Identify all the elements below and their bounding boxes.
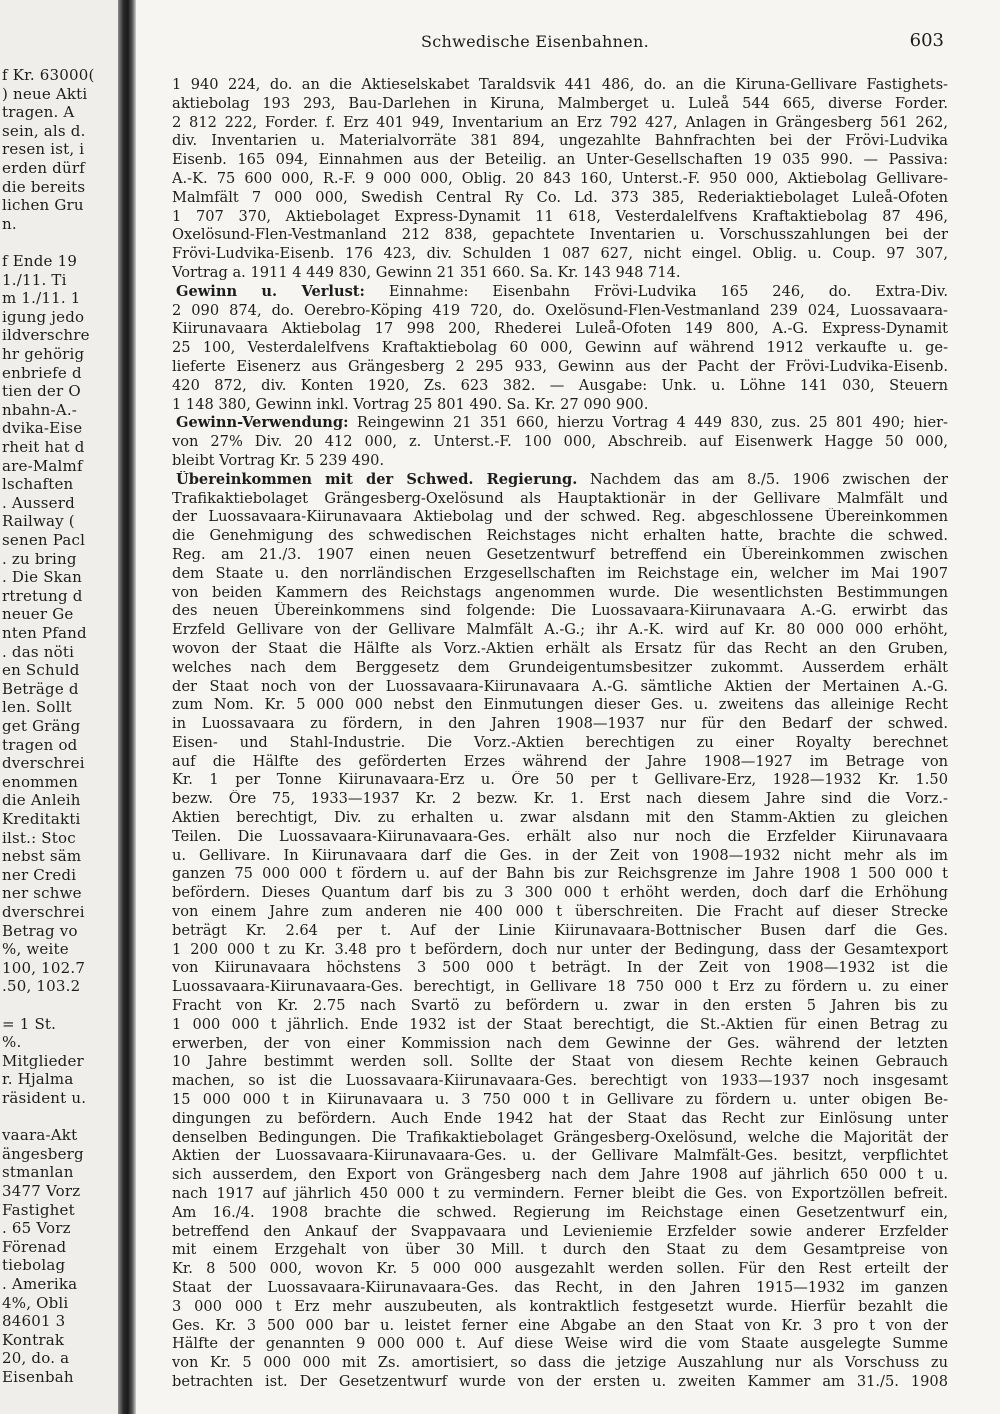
line-text: Nachdem das am 8./5. 1906 zwischen der <box>577 470 948 488</box>
line-text: 1 000 000 t jährlich. Ende 1932 ist der Staat berechtigt, die St.-Aktien für einen Betrag zu <box>172 1015 948 1033</box>
line-text: Staat der Luossavaara-Kiirunavaara-Ges. das Recht, in den Jahren 1915—1932 im ganzen <box>172 1279 948 1296</box>
left-fragment-line: are-Malmf <box>2 456 83 475</box>
left-fragment-line: Betrag vo <box>2 921 78 940</box>
line-text: befördern. Dieses Quantum darf bis zu 3 300 000 t erhöht werden, doch darf die Erhöhung <box>172 884 948 902</box>
line-text: aktiebolag 193 293, Bau-Darlehen in Kiruna, Malmberget u. Luleå 544 665, diverse Forder. <box>172 94 948 112</box>
line-text: beträgt Kr. 2.64 per t. Auf der Linie Kiirunavaara-Bottnischer Busen darf die Ges. <box>172 921 948 939</box>
left-fragment-line: ildverschre <box>2 326 90 345</box>
text-line <box>172 640 948 659</box>
text-line <box>172 264 948 283</box>
text-line <box>172 508 948 527</box>
line-text: 420 872, div. Konten 1920, Zs. 623 382. — Ausgabe: Unk. u. Löhne 141 030, Steuern <box>172 376 948 394</box>
line-text: 2 812 222, Forder. f. Erz 401 949, Inventarium an Erz 792 427, Anlagen in Grängesberg 561 262, <box>172 113 948 131</box>
line-text: Fracht von Kr. 2.75 nach Svartö zu befördern u. zwar in den ersten 5 Jahren bis zu <box>172 997 948 1015</box>
text-line <box>172 884 948 903</box>
line-text: von beiden Kammern des Reichstags angenommen wurde. Die wesentlichsten Bestimmungen <box>172 583 948 601</box>
text-line <box>172 771 948 790</box>
line-text: dem Staate u. den norrländischen Erzgesellschaften im Reichstage ein, welcher im Mai 1907 <box>172 564 948 582</box>
text-line <box>172 452 948 471</box>
text-line <box>172 226 948 245</box>
line-text: 1 707 370, Aktiebolaget Express-Dynamit 11 618, Vesterdalelfvens Kraftaktiebolag 87 496, <box>172 207 948 225</box>
left-fragment-line: nebst säm <box>2 847 82 866</box>
line-text: denselben Bedingungen. Die Trafikaktiebolaget Grängesberg-Oxelösund, welche die Majorität der <box>172 1128 948 1146</box>
text-line <box>172 997 948 1016</box>
left-fragment-line: erden dürf <box>2 159 85 177</box>
text-line <box>172 978 948 997</box>
text-line <box>172 1016 948 1035</box>
line-text: lieferte Eisenerz aus Grängesberg 2 295 933, Gewinn aus der Pacht der Frövi-Ludvika-Eisenb. <box>172 357 948 375</box>
text-line <box>172 527 948 546</box>
left-fragment-line: Mitglieder <box>2 1051 84 1070</box>
text-line <box>172 1035 948 1054</box>
left-fragment-line: dvika-Eise <box>2 419 83 438</box>
left-fragment-line: rtretung d <box>2 586 83 605</box>
left-fragment-line: Railway ( <box>2 512 75 531</box>
text-line <box>172 1373 948 1392</box>
line-text: u. Gellivare. In Kiirunavaara darf die Ges. in der Zeit von 1908—1932 nicht mehr als im <box>172 846 948 864</box>
text-line <box>172 208 948 227</box>
text-line <box>172 734 948 753</box>
left-fragment-line: r. Hjalma <box>2 1070 74 1089</box>
section-heading: Gewinn u. Verlust: <box>176 282 365 300</box>
left-fragment-line: Eisenbah <box>2 1368 74 1386</box>
text-line <box>172 621 948 640</box>
line-text: Einnahme: Eisenbahn Frövi-Ludvika 165 246, do. Extra-Div. <box>364 282 948 300</box>
line-text: von Kiirunavaara höchstens 3 500 000 t beträgt. In der Zeit von 1908—1932 ist die <box>172 959 948 977</box>
page <box>136 0 1000 1414</box>
left-fragment-line: len. Sollt <box>2 698 72 717</box>
line-text: machen, so ist die Luossavaara-Kiirunavaara-Ges. berechtigt von 1933—1937 noch insgesamt <box>172 1072 948 1090</box>
text-line <box>172 1053 948 1072</box>
left-fragment-line: %. <box>2 1033 22 1052</box>
text-line <box>172 151 948 170</box>
text-line <box>172 433 948 452</box>
body-text <box>172 76 948 1392</box>
text-line <box>172 95 948 114</box>
line-text: 1 940 224, do. an die Aktieselskabet Taraldsvik 441 486, do. an die Kiruna-Gellivare Fastighets- <box>172 76 948 93</box>
line-text: Aktien der Luossavaara-Kiirunavaara-Ges. u. der Gellivare Malmfält-Ges. besitzt, verpflichtet <box>172 1147 948 1165</box>
line-text: dingungen zu befördern. Auch Ende 1942 hat der Staat das Recht zur Einlösung unter <box>172 1109 948 1127</box>
line-text: Reg. am 21./3. 1907 einen neuen Gesetzentwurf betreffend ein Übereinkommen zwischen <box>172 545 948 563</box>
left-fragment-line: tiebolag <box>2 1256 66 1275</box>
left-fragment-line: . Ausserd <box>2 493 75 512</box>
left-fragment-line: %, weite <box>2 940 69 959</box>
line-text: 10 Jahre bestimmt werden soll. Sollte der Staat von diesem Rechte keinen Gebrauch <box>172 1053 948 1071</box>
line-text: Oxelösund-Flen-Vestmanland 212 838, gepachtete Inventarien u. Vorschusszahlungen bei der <box>172 226 948 244</box>
adjacent-page-fragment <box>0 0 122 1414</box>
section-heading: Übereinkommen mit der Schwed. Regierung. <box>176 470 578 488</box>
line-text: 1 200 000 t zu Kr. 3.48 pro t befördern, doch nur unter der Bedingung, dass der Gesamtexport <box>172 940 948 958</box>
text-line <box>172 828 948 847</box>
left-fragment-line: 100, 102.7 <box>2 958 86 977</box>
text-line <box>172 790 948 809</box>
left-fragment-line: Fastighet <box>2 1200 75 1219</box>
left-fragment-line: lichen Gru <box>2 196 84 215</box>
text-line <box>172 922 948 941</box>
left-fragment-line: 1./11. Ti <box>2 270 67 289</box>
text-line <box>172 302 948 321</box>
section-heading: Gewinn-Verwendung: <box>176 414 349 432</box>
line-text: bezw. Öre 75, 1933—1937 Kr. 2 bezw. Kr. 1. Erst nach diesem Jahre sind die Vorz.- <box>172 790 948 808</box>
line-text: der Luossavaara-Kiirunavaara Aktiebolag und der schwed. Reg. abgeschlossene Übereinkommen <box>172 508 948 526</box>
left-fragment-line: hr gehörig <box>2 345 85 363</box>
line-text: A.-K. 75 600 000, R.-F. 9 000 000, Oblig. 20 843 160, Unterst.-F. 950 000, Aktiebolag Gellivare- <box>172 169 948 187</box>
left-fragment-line: . zu bring <box>2 549 77 568</box>
left-fragment-line: = 1 St. <box>2 1014 57 1033</box>
text-line <box>172 414 948 433</box>
line-text: 2 090 874, do. Oerebro-Köping 419 720, do. Oxelösund-Flen-Vestmanland 239 024, Luossavaara- <box>172 301 948 319</box>
line-text: betreffend den Ankauf der Svappavaara und Levieniemie Erzfelder sowie anderer Erzfelder <box>172 1222 948 1240</box>
page-number: 603 <box>909 30 944 51</box>
line-text: zum Nom. Kr. 5 000 000 nebst den Einmutungen dieser Ges. u. zweitens das alleinige Recht <box>172 696 948 714</box>
left-fragment-line: m 1./11. 1 <box>2 289 81 308</box>
text-line <box>172 1204 948 1223</box>
left-fragment-line: dverschrei <box>2 754 85 773</box>
left-fragment-line: lschaften <box>2 475 74 494</box>
left-fragment-line: neuer Ge <box>2 605 74 624</box>
line-text: Erzfeld Gellivare von der Gellivare Malmfält A.-G.; ihr A.-K. wird auf Kr. 80 000 000 erhöht, <box>172 621 948 639</box>
left-fragment-line: 4%, Obli <box>2 1293 69 1312</box>
text-line <box>172 76 948 95</box>
text-line <box>172 1260 948 1279</box>
line-text: Kr. 8 500 000, wovon Kr. 5 000 000 ausgezahlt werden sollen. Für den Rest erteilt der <box>172 1260 948 1278</box>
left-fragment-line: Kontrak <box>2 1330 65 1349</box>
text-line <box>172 1185 948 1204</box>
left-fragment-line: vaara-Akt <box>2 1126 78 1145</box>
line-text: erwerben, der von einer Kommission nach dem Gewinne der Ges. während der letzten <box>172 1034 948 1052</box>
left-fragment-line: sein, als d. <box>2 121 86 140</box>
line-text: die Genehmigung des schwedischen Reichstages nicht erhalten hatte, brachte die schwed. <box>172 527 948 545</box>
left-fragment-line: 20, do. a <box>2 1349 70 1368</box>
left-fragment-line: dverschrei <box>2 903 85 921</box>
line-text: betrachten ist. Der Gesetzentwurf wurde von der ersten u. zweiten Kammer am 31./5. 1908 <box>172 1372 948 1390</box>
text-line <box>172 602 948 621</box>
text-line <box>172 189 948 208</box>
left-fragment-line: igung jedo <box>2 307 85 326</box>
left-fragment-line: n. <box>2 214 17 233</box>
book-gutter <box>118 0 136 1414</box>
text-line <box>172 865 948 884</box>
left-fragment-line: . Die Skan <box>2 568 82 587</box>
line-text: Kiirunavaara Aktiebolag 17 998 200, Rhederei Luleå-Ofoten 149 800, A.-G. Express-Dynamit <box>172 320 948 338</box>
text-line <box>172 959 948 978</box>
left-fragment-line: f Ende 19 <box>2 252 78 270</box>
text-line <box>172 847 948 866</box>
line-text: der Staat noch von der Luossavaara-Kiirunavaara A.-G. sämtliche Aktien der Mertainen A.-G. <box>172 677 948 695</box>
left-fragment-line: nbahn-A.- <box>2 400 78 419</box>
left-fragment-line: stmanlan <box>2 1163 74 1182</box>
line-text: Teilen. Die Luossavaara-Kiirunavaara-Ges. erhält also nur noch die Erzfelder Kiirunavaara <box>172 827 948 845</box>
line-text: Ges. Kr. 3 500 000 bar u. leistet ferner eine Abgabe an den Staat von Kr. 3 pro t von der <box>172 1316 948 1334</box>
line-text: nach 1917 auf jährlich 450 000 t zu vermindern. Ferner bleibt die Ges. von Exportzöllen befreit. <box>172 1185 948 1203</box>
text-line <box>172 245 948 264</box>
line-text: Eisen- und Stahl-Industrie. Die Vorz.-Aktien berechtigen zu einer Royalty berechnet <box>172 733 948 751</box>
line-text: mit einem Erzgehalt von über 30 Mill. t durch den Staat zu dem Gesamtpreise von <box>172 1241 948 1259</box>
left-fragment-line: Förenad <box>2 1237 67 1256</box>
line-text: Am 16./4. 1908 brachte die schwed. Regierung im Reichstage einen Gesetzentwurf ein, <box>172 1203 948 1221</box>
line-text: Frövi-Ludvika-Eisenb. 176 423, div. Schulden 1 087 627, nicht eingel. Oblig. u. Coup. 97 307, <box>172 245 948 263</box>
text-line <box>172 809 948 828</box>
text-line <box>172 584 948 603</box>
line-text: Reingewinn 21 351 660, hierzu Vortrag 4 449 830, zus. 25 801 490; hier- <box>348 414 948 432</box>
text-line <box>172 1279 948 1298</box>
text-line <box>172 659 948 678</box>
text-line <box>172 358 948 377</box>
left-fragment-line: get Gräng <box>2 717 81 735</box>
line-text: Hälfte der genannten 9 000 000 t. Auf diese Weise wird die vom Staate ausgelegte Summe <box>172 1335 948 1353</box>
left-fragment-line: räsident u. <box>2 1089 87 1107</box>
line-text: welches nach dem Berggesetz dem Grundeigentumsbesitzer zukommt. Ausserdem erhält <box>172 658 948 676</box>
text-line <box>172 132 948 151</box>
text-line <box>172 377 948 396</box>
left-fragment-line: 3477 Vorz <box>2 1182 81 1200</box>
left-fragment-line: ) neue Akti <box>2 84 88 103</box>
line-text: div. Inventarien u. Materialvorräte 381 894, ungezahlte Bahnfrachten bei der Frövi-Ludvika <box>172 132 948 150</box>
text-line <box>172 1110 948 1129</box>
line-text: bleibt Vortrag Kr. 5 239 490. <box>172 451 385 469</box>
left-fragment-line: Beträge d <box>2 679 79 698</box>
line-text: Kr. 1 per Tonne Kiirunavaara-Erz u. Öre 50 per t Gellivare-Erz, 1928—1932 Kr. 1.50 <box>172 771 948 789</box>
left-fragment-line: rheit hat d <box>2 438 85 456</box>
left-fragment-line: ängesberg <box>2 1144 84 1163</box>
line-text: wovon der Staat die Hälfte als Vorz.-Aktien erhält als Ersatz für das Recht an den Gruben, <box>172 639 948 657</box>
left-fragment-line: senen Pacl <box>2 531 86 549</box>
line-text: des neuen Übereinkommens sind folgende: Die Luossavaara-Kiirunavaara A.-G. erwirbt das <box>172 602 948 620</box>
line-text: Aktien berechtigt, Div. zu erhalten u. zwar alsdann mit den Stamm-Aktien zu gleichen <box>172 809 948 827</box>
left-fragment-line: en Schuld <box>2 661 80 680</box>
text-line <box>172 1298 948 1317</box>
text-line <box>172 565 948 584</box>
left-fragment-line: . das nöti <box>2 642 75 661</box>
line-text: Malmfält 7 000 000, Swedish Central Ry Co. Ld. 373 385, Rederiaktiebolaget Luleå-Ofoten <box>172 188 948 206</box>
left-fragment-line: resen ist, i <box>2 140 85 159</box>
left-fragment-line: Kreditakti <box>2 810 81 828</box>
line-text: 15 000 000 t in Kiirunavaara u. 3 750 000 t in Gellivare zu fördern u. unter obigen Be- <box>172 1091 948 1109</box>
text-line <box>172 1317 948 1336</box>
left-fragment-line: . Amerika <box>2 1275 78 1293</box>
left-fragment-line: nten Pfand <box>2 624 87 642</box>
left-fragment-line: 84601 3 <box>2 1312 66 1331</box>
line-text: von Kr. 5 000 000 mit Zs. amortisiert, so dass die jetzige Auszahlung nur als Vorschuss zu <box>172 1354 948 1372</box>
left-fragment-line: ilst.: Stoc <box>2 828 76 847</box>
line-text: in Luossavaara zu fördern, in den Jahren 1908—1937 nur für den Bedarf der schwed. <box>172 715 948 733</box>
text-line <box>172 753 948 772</box>
text-line <box>172 941 948 960</box>
text-line <box>172 170 948 189</box>
text-line <box>172 339 948 358</box>
line-text: von 27% Div. 20 412 000, z. Unterst.-F. 100 000, Abschreib. auf Eisenwerk Hagge 50 000, <box>172 433 948 451</box>
text-line <box>172 1354 948 1373</box>
running-header: Schwedische Eisenbahnen. <box>421 32 650 51</box>
left-fragment-line: ner schwe <box>2 884 82 903</box>
text-line <box>172 903 948 922</box>
line-text: 3 000 000 t Erz mehr auszubeuten, als kontraktlich festgesetzt wurde. Hierfür bezahlt die <box>172 1297 948 1315</box>
left-fragment-line: enommen <box>2 772 78 791</box>
line-text: 25 100, Vesterdalelfvens Kraftaktiebolag 60 000, Gewinn auf während 1912 verkaufte u. ge- <box>172 339 948 357</box>
left-fragment-line: tien der O <box>2 382 81 401</box>
text-line <box>172 114 948 133</box>
line-text: 1 148 380, Gewinn inkl. Vortrag 25 801 490. Sa. Kr. 27 090 900. <box>172 395 649 413</box>
line-text: auf die Hälfte des geförderten Erzes während der Jahre 1908—1927 im Betrage von <box>172 752 948 770</box>
left-fragment-line: die bereits <box>2 177 86 196</box>
text-line <box>172 1335 948 1354</box>
text-line <box>172 546 948 565</box>
text-line <box>172 715 948 734</box>
left-fragment-line: enbriefe d <box>2 363 82 382</box>
left-fragment-line: die Anleih <box>2 791 81 810</box>
text-line <box>172 1072 948 1091</box>
text-line <box>172 1129 948 1148</box>
text-line <box>172 1147 948 1166</box>
left-fragment-line: f Kr. 63000( <box>2 66 95 84</box>
left-fragment-line: tragen od <box>2 735 78 754</box>
text-line <box>172 490 948 509</box>
left-fragment-line: . 65 Vorz <box>2 1219 71 1238</box>
line-text: Trafikaktiebolaget Grängesberg-Oxelösund als Hauptaktionär in der Gellivare Malmfält und <box>172 489 948 507</box>
text-line <box>172 283 948 302</box>
left-fragment-line: .50, 103.2 <box>2 977 81 996</box>
text-line <box>172 1166 948 1185</box>
text-line <box>172 396 948 415</box>
line-text: Eisenb. 165 094, Einnahmen aus der Beteilig. an Unter-Gesellschaften 19 035 990. — Passiva: <box>172 151 948 169</box>
text-line <box>172 696 948 715</box>
text-line <box>172 1241 948 1260</box>
text-line <box>172 320 948 339</box>
line-text: ganzen 75 000 000 t fördern u. auf der Bahn bis zur Reichsgrenze im Jahre 1908 1 500 000 t <box>172 865 948 883</box>
line-text: Luossavaara-Kiirunavaara-Ges. berechtigt, in Gellivare 18 750 000 t Erz zu fördern u. zu einer <box>172 978 948 996</box>
text-line <box>172 1223 948 1242</box>
line-text: von einem Jahre zum anderen nie 400 000 t überschreiten. Die Fracht auf dieser Strecke <box>172 903 948 921</box>
line-text: sich ausserdem, den Export von Grängesberg nach dem Jahre 1908 auf jährlich 650 000 t u. <box>172 1166 948 1184</box>
text-line <box>172 678 948 697</box>
text-line <box>172 1091 948 1110</box>
line-text: Vortrag a. 1911 4 449 830, Gewinn 21 351 660. Sa. Kr. 143 948 714. <box>172 263 681 281</box>
left-fragment-line: tragen. A <box>2 103 75 122</box>
text-line <box>172 471 948 490</box>
left-fragment-line: ner Credi <box>2 865 77 884</box>
